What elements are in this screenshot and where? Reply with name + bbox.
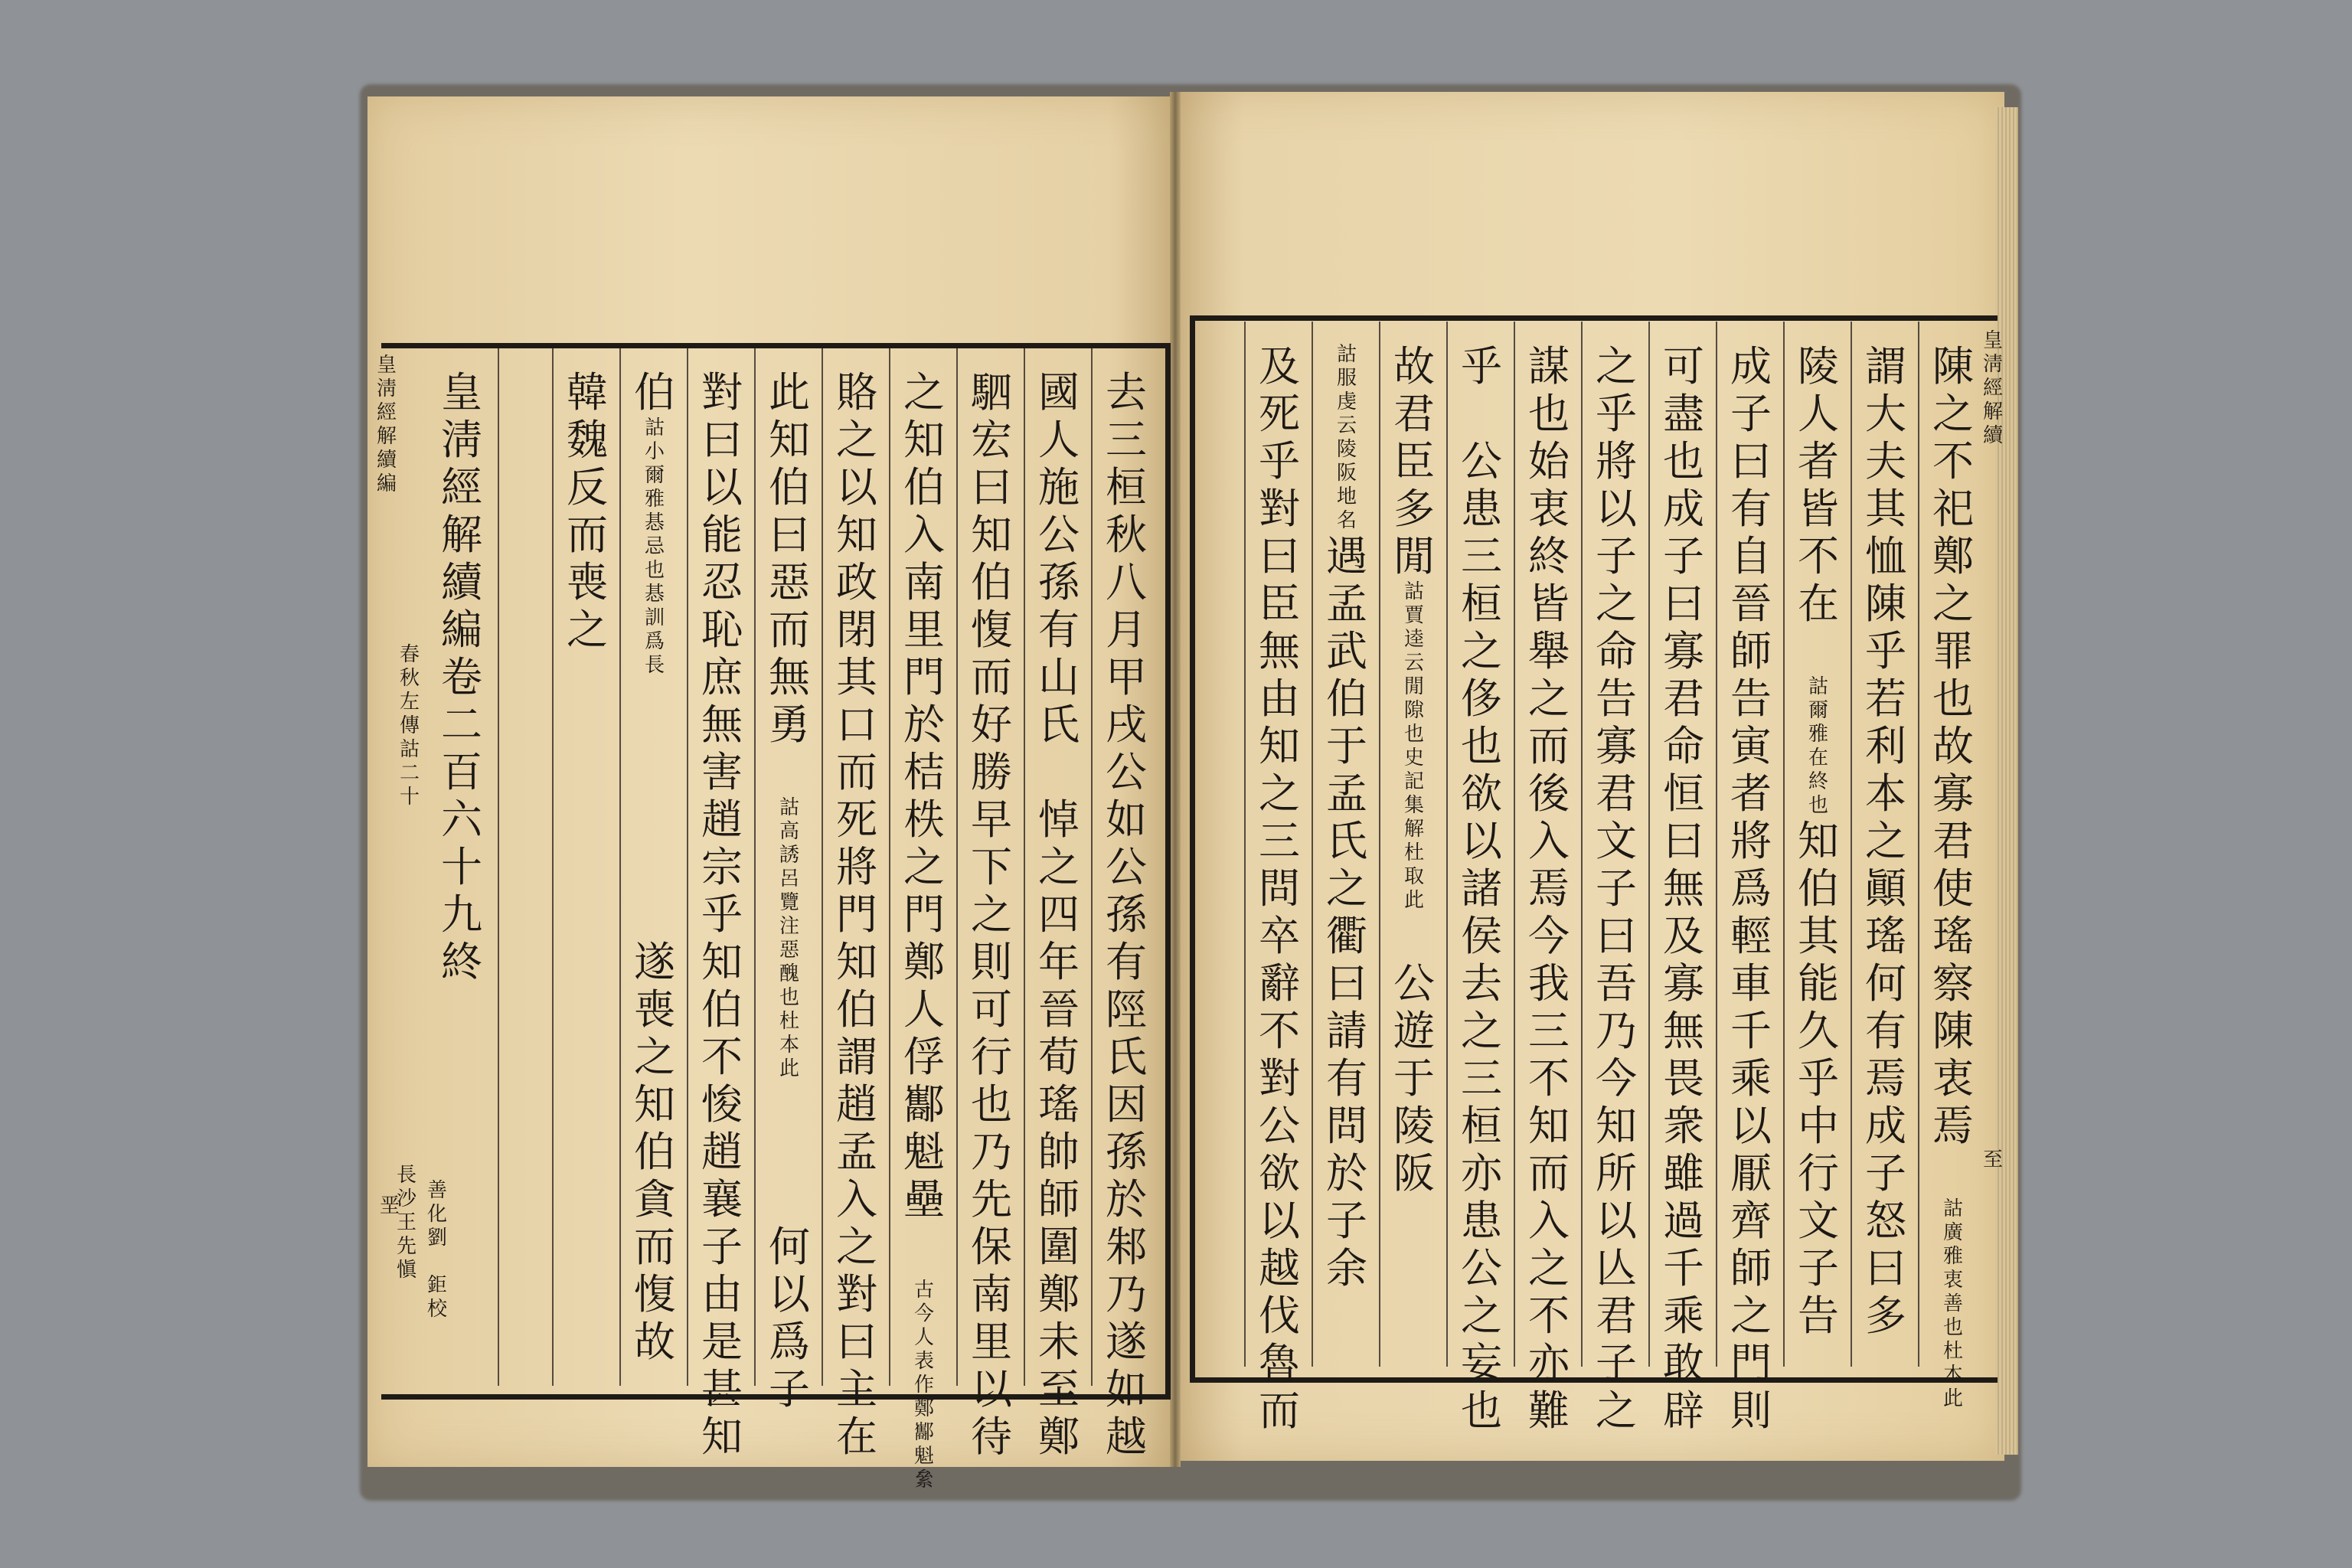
column-rule xyxy=(1379,322,1380,1367)
column-rule xyxy=(1851,322,1852,1367)
text-column-r10: 遇 孟 武 伯 于 孟 氏 之 衢 曰 請 有 問 於 子 余 xyxy=(1326,532,1367,1292)
column-rule xyxy=(619,348,621,1386)
text-column-c6n: 詁 高 誘 呂 覽 注 惡 醜 也 杜 本 此 xyxy=(779,796,799,1080)
column-rule xyxy=(687,348,688,1386)
column-rule xyxy=(1091,348,1093,1386)
column-rule xyxy=(1244,322,1246,1367)
text-column-r_folio: 至 xyxy=(1982,1148,2003,1171)
text-column-c4: 之 知 伯 入 南 里 門 於 桔 柣 之 門 鄭 人 俘 酅 魁 壘 xyxy=(903,368,945,1223)
column-rule xyxy=(1446,322,1448,1367)
column-rule xyxy=(552,348,554,1386)
column-rule xyxy=(1581,322,1583,1367)
text-column-r3n: 詁 爾 雅 在 終 也 xyxy=(1808,675,1828,817)
text-column-c6: 此 知 伯 曰 惡 而 無 勇 xyxy=(769,368,810,749)
text-column-margin_section: 春 秋 左 傳 詁 二 十 xyxy=(399,643,420,808)
column-rule xyxy=(1716,322,1717,1367)
text-column-c8b: 遂 喪 之 知 伯 貪 而 愎 故 xyxy=(634,938,675,1366)
column-rule xyxy=(1514,322,1515,1367)
text-column-r9n: 詁 賈 逵 云 閒 隙 也 史 記 集 解 杜 取 此 xyxy=(1403,580,1424,912)
text-column-title: 皇 淸 經 解 續 編 卷 二 百 六 十 九 終 xyxy=(441,368,482,986)
column-rule xyxy=(754,348,756,1386)
text-column-c3: 駟 宏 曰 知 伯 愎 而 好 勝 早 下 之 則 可 行 也 乃 先 保 南 里 以 待 xyxy=(971,368,1012,1461)
text-column-c7: 對 曰 以 能 忍 恥 庶 無 害 趙 宗 乎 知 伯 不 悛 趙 襄 子 由 是 甚 知 xyxy=(701,368,743,1461)
left-col-1 xyxy=(0,2,282,17)
text-column-c4n: 古 今 人 表 作 鄭 酅 魁 絫 xyxy=(913,1279,934,1491)
column-rule xyxy=(1312,322,1313,1367)
text-column-c2: 國 人 施 公 孫 有 山 氏 悼 之 四 年 晉 荀 瑤 帥 師 圍 鄭 未 至 鄭 xyxy=(1038,368,1080,1461)
text-column-c1: 去 三 桓 秋 八 月 甲 戌 公 如 公 孫 有 陘 氏 因 孫 於 邾 乃 遂 如 越 xyxy=(1106,368,1147,1461)
text-column-r8: 乎 公 患 三 桓 之 侈 也 欲 以 諸 侯 去 之 三 桓 亦 患 公 之 妄 也 xyxy=(1461,342,1502,1435)
text-column-r5: 可 盡 也 成 子 曰 寡 君 命 恒 曰 無 及 寡 無 畏 衆 雖 過 千 乘 敢 辟 xyxy=(1663,342,1704,1435)
text-column-r3: 陵 人 者 皆 不 在 xyxy=(1798,342,1839,628)
text-column-r6: 之 乎 將 以 子 之 命 告 寡 君 文 子 曰 吾 乃 今 知 所 以 亾 君 子 之 xyxy=(1596,342,1637,1435)
text-column-r7: 謀 也 始 衷 終 皆 舉 之 而 後 入 焉 今 我 三 不 知 而 入 之 不 亦 難 xyxy=(1528,342,1570,1435)
text-column-c8n: 詁 小 爾 雅 惎 忌 也 惎 訓 爲 長 xyxy=(644,416,665,677)
text-column-r11: 及 死 乎 對 曰 臣 無 由 知 之 三 問 卒 辭 不 對 公 欲 以 越 伐 魯 而 xyxy=(1259,342,1300,1435)
column-rule xyxy=(822,348,823,1386)
text-column-r9: 故 君 臣 多 閒 xyxy=(1393,342,1435,580)
text-column-r1: 陳 之 不 祀 鄭 之 罪 也 故 寡 君 使 瑤 察 陳 衷 焉 xyxy=(1932,342,1974,1150)
book-gutter xyxy=(1170,92,1181,1467)
text-column-proof1: 長 沙 王 先 愼 xyxy=(396,1164,416,1282)
text-column-margin_title: 皇 淸 經 解 續 編 xyxy=(376,354,397,495)
column-rule xyxy=(498,348,499,1386)
text-column-r3b: 知 伯 其 能 久 乎 中 行 文 子 告 xyxy=(1798,817,1839,1340)
column-rule xyxy=(956,348,958,1386)
text-column-r4: 成 子 曰 有 自 晉 師 告 寅 者 將 爲 輕 車 千 乘 以 厭 齊 師 之 門 則 xyxy=(1730,342,1772,1435)
text-column-c9: 韓 魏 反 而 喪 之 xyxy=(567,368,608,654)
column-rule xyxy=(1648,322,1650,1367)
text-column-folio: 垩 xyxy=(379,1194,400,1217)
text-column-c8: 伯 xyxy=(634,368,675,416)
column-rule xyxy=(1918,322,1919,1367)
text-column-c6b: 何 以 爲 子 xyxy=(769,1223,810,1413)
page-stack-edge xyxy=(1995,107,2018,1455)
text-column-r9b: 公 遊 于 陵 阪 xyxy=(1393,959,1435,1197)
text-column-r1n: 詁 廣 雅 衷 善 也 杜 本 此 xyxy=(1942,1197,1963,1410)
column-rule xyxy=(1783,322,1785,1367)
text-column-c5: 賂 之 以 知 政 閉 其 口 而 死 將 門 知 伯 謂 趙 孟 入 之 對 曰 主 在 xyxy=(836,368,877,1461)
text-column-r9n2: 詁 服 虔 云 陵 阪 地 名 xyxy=(1336,343,1357,532)
text-column-r2: 謂 大 夫 其 恤 陳 乎 若 利 本 之 顚 瑤 何 有 焉 成 子 怒 曰 多 xyxy=(1865,342,1906,1340)
column-rule xyxy=(1024,348,1025,1386)
text-column-r_margin: 皇 淸 經 解 續 xyxy=(1982,329,2003,447)
column-rule xyxy=(889,348,890,1386)
text-column-proof2: 善 化 劉 鉅 校 xyxy=(426,1179,447,1321)
